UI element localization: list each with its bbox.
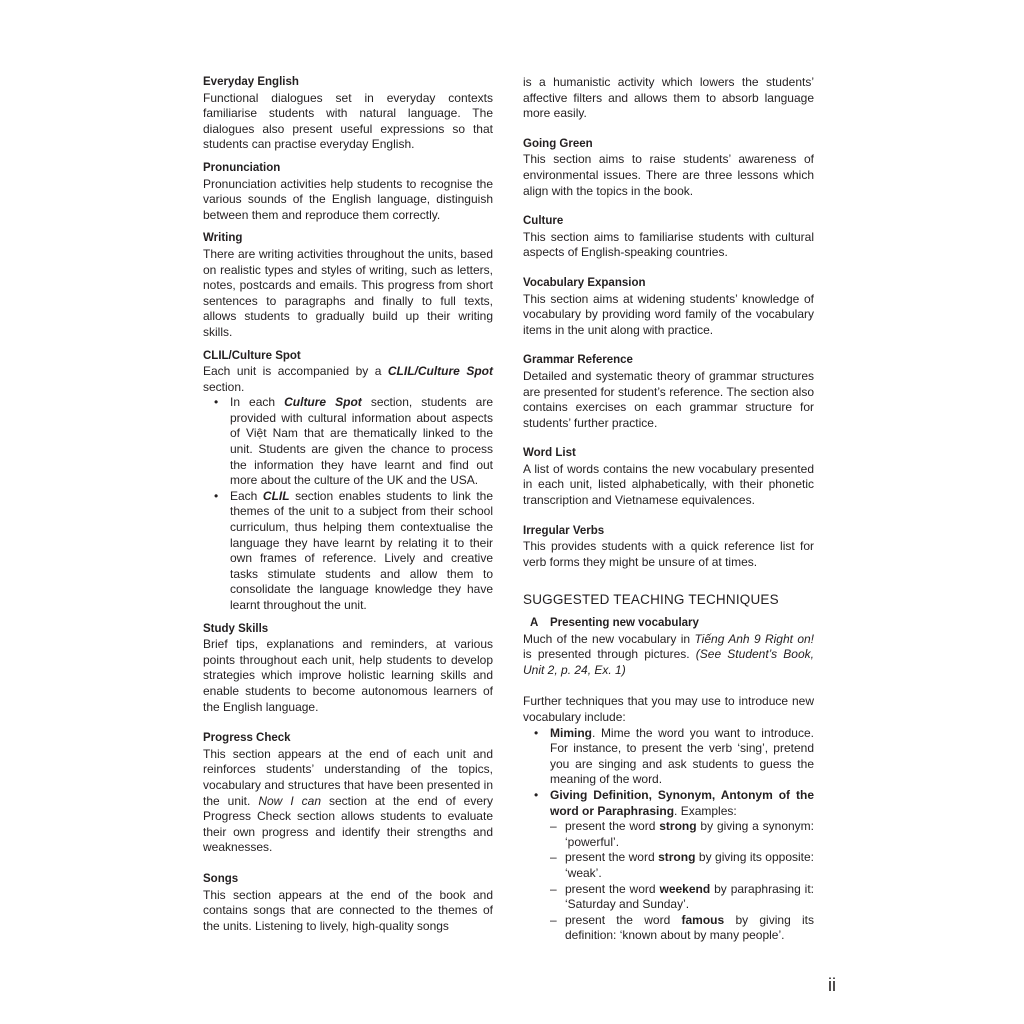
clil-intro-emphasis: CLIL/Culture Spot <box>387 364 493 379</box>
text-word-list: A list of words contains the new vocabulary presented in each unit, listed alphabetically, with their phonetic transcription and Vietnamese equivalences. <box>523 461 814 508</box>
section-study-skills <box>203 622 493 716</box>
text-study-skills: Brief tips, explanations and reminders, at various points throughout each unit, help students to develop strategies which improve holistic learning skills and enable students to become autonomous learners of the English language. <box>203 637 493 714</box>
heading-teaching-techniques: SUGGESTED TEACHING TECHNIQUES <box>523 592 779 608</box>
section-progress-check <box>203 731 493 856</box>
intro-text-a: Much of the new vocabulary in <box>523 631 695 646</box>
example-synonym-word: strong <box>659 819 697 834</box>
text-pronunciation: Pronunciation activities help students to recognise the various sounds of the English language, distinguish between them and reproduce them correctly. <box>203 176 493 222</box>
example-antonym <box>565 850 814 881</box>
text-songs-continued: is a humanistic activity which lowers the students’ affective filters and allows them to absorb language more easily. <box>523 75 814 121</box>
heading-pronunciation: Pronunciation <box>203 161 281 174</box>
subheading-letter: A <box>530 617 539 630</box>
list-item-culture-spot <box>230 395 493 489</box>
culture-spot-text-a: In each <box>230 395 285 410</box>
section-grammar-reference <box>523 353 814 431</box>
section-songs <box>203 872 493 934</box>
example-definition-word: famous <box>681 912 725 927</box>
section-irregular-verbs <box>523 524 814 571</box>
heading-progress-check: Progress Check <box>203 732 291 745</box>
section-going-green <box>523 137 814 199</box>
left-column <box>203 75 493 934</box>
miming-text: . Mime the word you want to introduce. For instance, to present the verb ‘sing’, pretend you are singing and ask students to guess the meaning of the word. <box>550 725 814 787</box>
right-column <box>523 75 814 944</box>
text-irregular-verbs: This provides students with a quick reference list for verb forms they might be unsure of at times. <box>523 539 814 569</box>
text-everyday-english: Functional dialogues set in everyday contexts familiarise students with natural language. The dialogues also present useful expressions so that students can practise everyday English. <box>203 90 493 152</box>
example-synonym-a: present the word <box>565 819 660 834</box>
culture-spot-text-b: section, students are provided with cultural information about aspects of Việt Nam that are thematically linked to the unit. Students are given the chance to process the information they have learnt and find out more about the culture of the UK and the USA. <box>230 395 493 488</box>
section-word-list <box>523 446 814 508</box>
clil-item-text-a: Each <box>230 488 263 503</box>
progress-text-b: section at the end of every Progress Check section allows students to evaluate their own progress and identify their strengths and weaknesses. <box>203 793 494 855</box>
page-number: ii <box>828 975 836 995</box>
text-clil-intro <box>203 364 493 395</box>
text-vocabulary-expansion: This section aims at widening students’ knowledge of vocabulary by providing word family of the vocabulary items in the unit along with practice. <box>523 291 814 337</box>
text-writing: There are writing activities throughout the units, based on realistic types and styles of writing, such as letters, notes, postcards and emails. This progress from short sentences to paragraphs and finally to full texts, allows students to gradually build up their writing skills. <box>203 246 493 339</box>
subheading-presenting-vocabulary <box>523 616 814 632</box>
clil-intro-text-b: section. <box>203 379 245 394</box>
list-item-clil <box>230 489 493 614</box>
heading-songs: Songs <box>203 872 239 885</box>
culture-spot-emphasis: Culture Spot <box>284 395 362 410</box>
book-reference: (See Student’s Book, Unit 2, p. 24, Ex. 1) <box>523 647 814 677</box>
section-writing <box>203 231 493 340</box>
text-going-green: This section aims to raise students’ awareness of environmental issues. There are three lessons which align with the topics in the book. <box>523 152 814 198</box>
book-title: Tiếng Anh 9 Right on! <box>694 631 814 646</box>
clil-intro-text-a: Each unit is accompanied by a <box>203 364 388 379</box>
heading-everyday-english: Everyday English <box>203 76 299 88</box>
section-culture <box>523 214 814 261</box>
example-paraphrase-word: weekend <box>659 881 711 896</box>
heading-vocabulary-expansion: Vocabulary Expansion <box>523 276 646 289</box>
examples-dash-list <box>550 819 814 944</box>
example-antonym-c: by giving its opposite: ‘weak’. <box>565 850 814 880</box>
heading-culture: Culture <box>523 215 564 228</box>
text-techniques-intro <box>523 632 814 679</box>
text-further-techniques: Further techniques that you may use to introduce new vocabulary include: <box>523 694 814 724</box>
heading-study-skills: Study Skills <box>203 622 269 635</box>
example-synonym <box>565 819 814 850</box>
heading-word-list: Word List <box>523 447 576 460</box>
miming-label: Miming <box>550 725 592 740</box>
definition-text: . Examples: <box>674 803 737 818</box>
section-vocabulary-expansion <box>523 276 814 338</box>
section-teaching-techniques <box>523 592 814 943</box>
example-definition-a: present the word <box>565 912 682 927</box>
clil-item-emphasis: CLIL <box>262 488 290 503</box>
progress-emphasis: Now I can <box>258 793 322 808</box>
example-definition <box>565 913 814 944</box>
clil-item-text-b: section enables students to link the themes of the unit to a subject from their school curriculum, thus helping them contextualise the language they have learnt by relating it to their own frames of reference. Lively and creative tasks stimulate students and allow them to consolidate the language knowledge they have learnt throughout the unit. <box>230 488 493 612</box>
example-paraphrase-a: present the word <box>565 881 660 896</box>
heading-writing: Writing <box>203 232 243 245</box>
section-everyday-english <box>203 75 493 153</box>
techniques-bullet-list <box>523 726 814 944</box>
text-culture: This section aims to familiarise students with cultural aspects of English-speaking countries. <box>523 229 814 260</box>
example-synonym-c: by giving a synonym: ‘powerful’. <box>565 819 815 849</box>
example-paraphrase <box>565 882 814 913</box>
intro-text-b: is presented through pictures. <box>523 647 696 662</box>
progress-text-a: This section appears at the end of each unit and reinforces students’ understanding of the topics, vocabulary and structures that have been presented in the unit. <box>203 746 493 808</box>
text-grammar-reference: Detailed and systematic theory of grammar structures are presented for student’s reference. The section also contains exercises on each grammar structure for students’ further practice. <box>523 368 814 430</box>
heading-grammar-reference: Grammar Reference <box>523 354 633 367</box>
example-definition-c: by giving its definition: ‘known about by many people’. <box>565 912 814 943</box>
text-songs: This section appears at the end of the book and contains songs that are connected to the themes of the units. Listening to lively, high-quality songs <box>203 887 493 933</box>
heading-going-green: Going Green <box>523 137 593 150</box>
example-paraphrase-c: by paraphrasing it: ‘Saturday and Sunday’. <box>565 881 815 912</box>
text-progress-check <box>203 747 493 856</box>
section-clil-culture-spot <box>203 349 493 614</box>
example-antonym-a: present the word <box>565 850 659 865</box>
definition-label: Giving Definition, Synonym, Antonym of the word or Paraphrasing <box>550 787 814 818</box>
list-item-definition <box>550 788 814 944</box>
heading-irregular-verbs: Irregular Verbs <box>523 524 605 537</box>
subheading-title: Presenting new vocabulary <box>550 617 699 630</box>
example-antonym-word: strong <box>658 850 696 865</box>
list-item-miming <box>550 726 814 788</box>
section-pronunciation <box>203 161 493 223</box>
heading-clil-culture-spot: CLIL/Culture Spot <box>203 349 301 362</box>
clil-bullet-list <box>203 395 493 613</box>
